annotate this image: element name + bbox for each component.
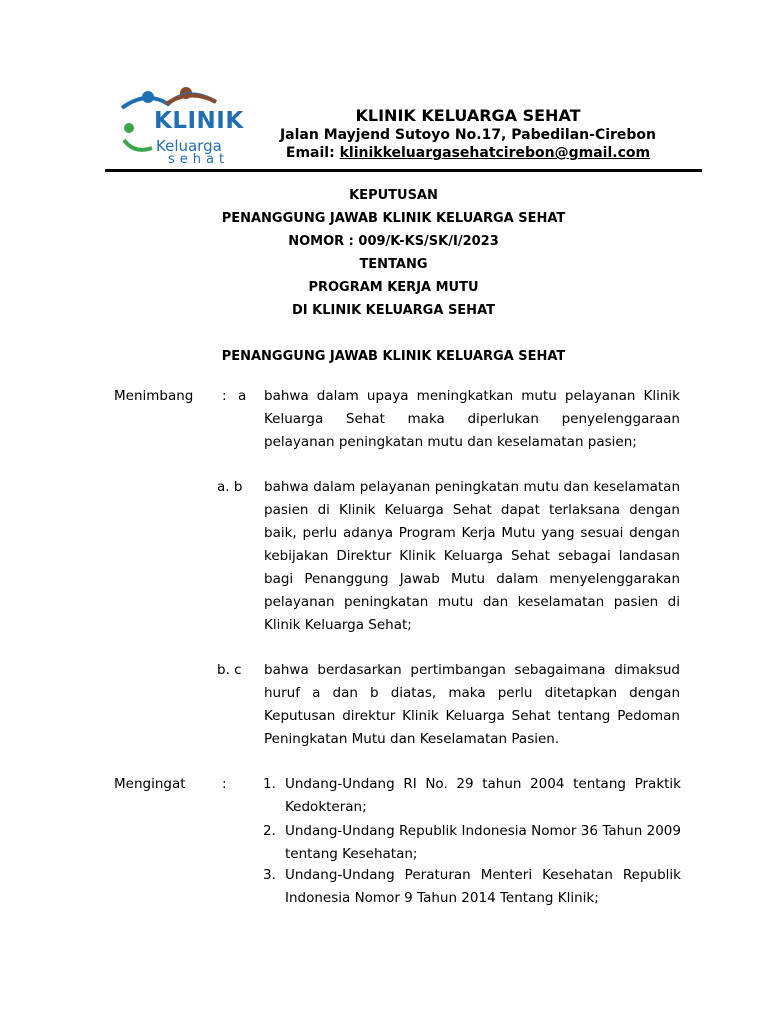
logo-sehat-text: sehat: [168, 152, 230, 167]
menimbang-item-text: bahwa dalam upaya meningkatkan mutu pelayanan Klinik Keluarga Sehat maka diperlukan penyelenggaraan pelayanan peningkatan mutu dan keselamatan pasien;: [264, 388, 680, 450]
decree-title-keputusan: KEPUTUSAN: [349, 188, 438, 203]
mengingat-list-item: [263, 864, 681, 910]
clinic-name: KLINIK KELUARGA SEHAT: [355, 106, 581, 125]
clinic-logo: [118, 82, 248, 168]
menimbang-label: Menimbang: [114, 388, 194, 404]
menimbang-item-mark: b. c: [217, 662, 242, 678]
menimbang-item-text: bahwa berdasarkan pertimbangan sebagaimana dimaksud huruf a dan b diatas, maka perlu ditetapkan dengan Keputusan direktur Klinik Keluarga Sehat tentang Pedoman Peningkatan Mutu dan Keselamatan Pasien.: [264, 662, 680, 747]
clinic-address: Jalan Mayjend Sutoyo No.17, Pabedilan-Cirebon: [279, 127, 657, 143]
menimbang-colon: :: [222, 388, 227, 404]
list-item-number: 3.: [263, 867, 276, 883]
decree-subject-location: DI KLINIK KELUARGA SEHAT: [292, 303, 495, 318]
clinic-email-line: [262, 145, 674, 161]
mengingat-colon: :: [222, 776, 227, 792]
list-item-text: Undang-Undang Republik Indonesia Nomor 36 Tahun 2009 tentang Kesehatan;: [285, 823, 681, 862]
menimbang-item-mark: a. b: [217, 479, 243, 495]
logo-klinik-text: KLINIK: [154, 108, 244, 134]
logo-keluarga-text: Keluarga: [156, 137, 222, 155]
decree-subject: PROGRAM KERJA MUTU: [308, 280, 479, 295]
mengingat-list-item: [263, 820, 681, 866]
list-item-text: Undang-Undang Peraturan Menteri Kesehatan Republik Indonesia Nomor 9 Tahun 2014 Tentang Klinik;: [285, 867, 681, 906]
mengingat-list-item: [263, 773, 681, 819]
list-item-number: 1.: [263, 776, 276, 792]
decree-issuer-heading: PENANGGUNG JAWAB KLINIK KELUARGA SEHAT: [221, 349, 566, 364]
decree-number: NOMOR : 009/K-KS/SK/I/2023: [288, 234, 499, 249]
menimbang-item-text: bahwa dalam pelayanan peningkatan mutu dan keselamatan pasien di Klinik Keluarga Sehat dapat terlaksana dengan baik, perlu adanya Program Kerja Mutu yang sesuai dengan kebijakan Direktur Klinik Keluarga Sehat sebagai landasan bagi Penanggung Jawab Mutu dalam menyelenggarakan pelayanan peningkatan mutu dan keselamatan pasien di Klinik Keluarga Sehat;: [264, 479, 680, 633]
email-link[interactable]: klinikkeluargasehatcirebon@gmail.com: [339, 145, 651, 161]
email-label: Email:: [285, 145, 335, 161]
mengingat-label: Mengingat: [114, 776, 186, 792]
menimbang-item-mark: a: [238, 388, 247, 404]
list-item-text: Undang-Undang RI No. 29 tahun 2004 tentang Praktik Kedokteran;: [285, 776, 681, 815]
decree-title-issuer: PENANGGUNG JAWAB KLINIK KELUARGA SEHAT: [221, 211, 566, 226]
list-item-number: 2.: [263, 823, 276, 839]
decree-title-tentang: TENTANG: [359, 257, 428, 272]
letterhead-divider: [105, 169, 702, 172]
